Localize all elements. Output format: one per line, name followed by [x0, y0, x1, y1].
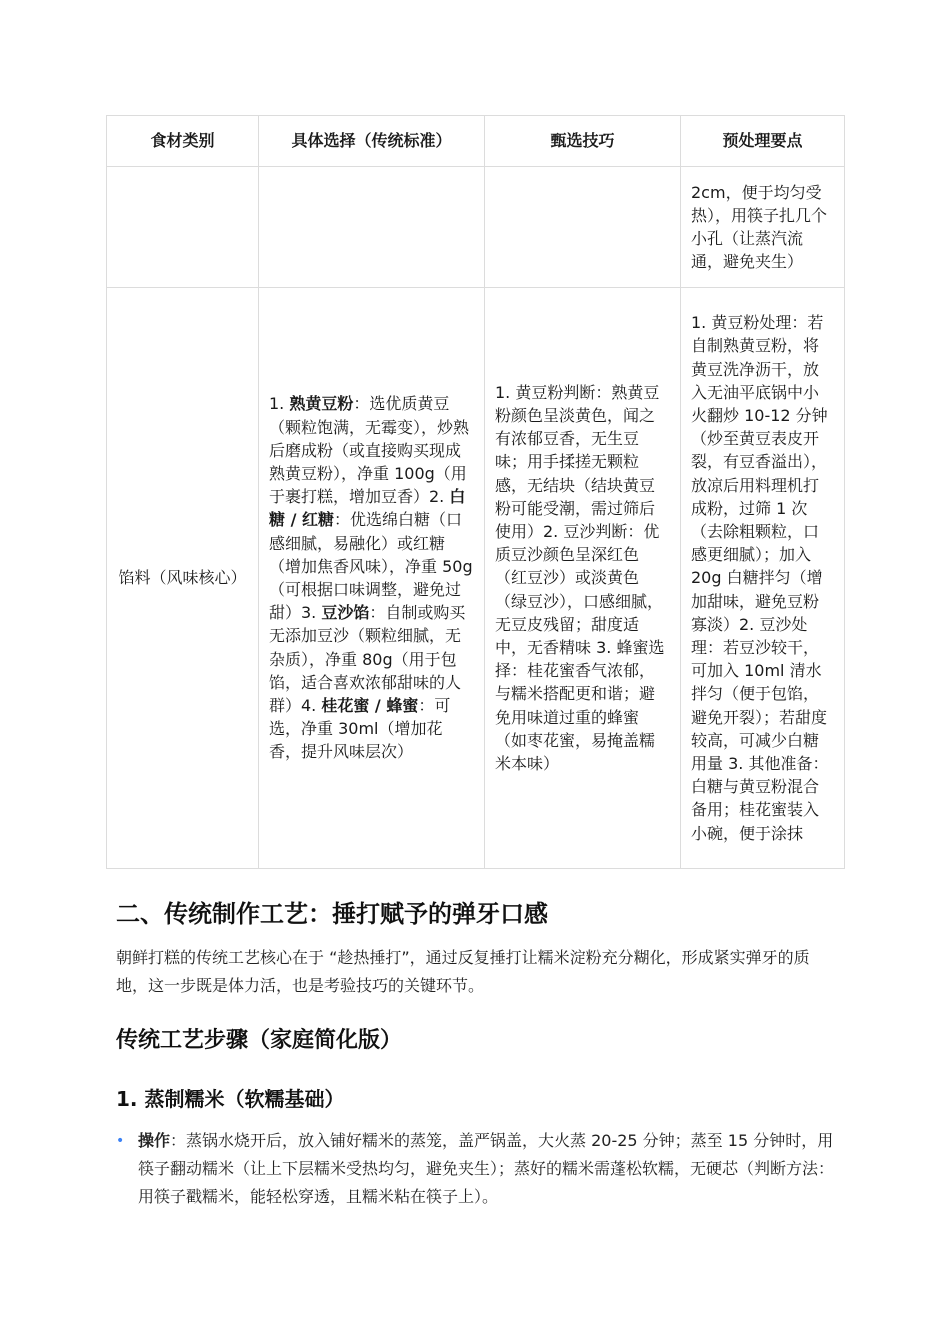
bullet-text: ：蒸锅水烧开后，放入铺好糯米的蒸笼，盖严锅盖，大火蒸 20-25 分钟；蒸至 15 分钟时，用筷子翻动糯米（让上下层糯米受热均匀，避免夹生）；蒸好的糯米需蓬松软糯，无硬芯（判断方法：用筷子戳糯米，能轻松穿透，且糯米粘在筷子上）。	[138, 1131, 835, 1206]
steps-heading: 传统工艺步骤（家庭简化版）	[116, 1028, 403, 1053]
selection-text-segment: ：自制或购买无添加豆沙（颗粒细腻，无杂质），净重 80g（用于包馅，适合喜欢浓郁甜味的人群）4.	[269, 603, 466, 716]
selection-bold-term: 熟黄豆粉	[289, 394, 354, 414]
table-header-cell: 甄选技巧	[485, 116, 681, 167]
table-header-cell: 食材类别	[107, 116, 259, 167]
selection-cell	[259, 288, 485, 869]
table-cell	[485, 167, 681, 288]
selection-bold-term: 桂花蜜 / 蜂蜜	[321, 696, 419, 716]
selection-text-segment: ：选优质黄豆（颗粒饱满，无霉变），炒熟后磨成粉（或直接购买现成熟黄豆粉），净重 100g（用于裹打糕，增加豆香）2.	[269, 394, 470, 507]
table-row	[107, 288, 845, 869]
selection-text-segment: 1.	[269, 394, 290, 414]
table-row	[107, 167, 845, 288]
selection-text-segment: ：优选绵白糖（口感细腻，易融化）或红糖（增加焦香风味），净重 50g（可根据口味调整，避免过甜）3.	[269, 510, 473, 623]
selection-text	[269, 392, 474, 763]
list-item	[116, 1127, 836, 1211]
selection-text-segment: ：可选，净重 30ml（增加花香，提升风味层次）	[269, 696, 451, 762]
category-cell: 馅料（风味核心）	[107, 288, 259, 869]
step-bullet-list	[116, 1127, 836, 1211]
table-header-cell: 具体选择（传统标准）	[259, 116, 485, 167]
selection-bold-term: 白糖 / 红糖	[269, 487, 466, 530]
table-header-cell: 预处理要点	[681, 116, 845, 167]
bullet-label: 操作	[138, 1131, 171, 1150]
bullet-dot-icon: •	[116, 1133, 125, 1149]
table-cell	[259, 167, 485, 288]
tips-cell: 1. 黄豆粉判断：熟黄豆粉颜色呈淡黄色，闻之有浓郁豆香，无生豆味；用手揉搓无颗粒感，无结块（结块黄豆粉可能受潮，需过筛后使用）2. 豆沙判断：优质豆沙颜色呈深红色（红豆沙）或淡黄色（绿豆沙），口感细腻，无豆皮残留；甜度适中，无香精味 3. 蜂蜜选择：桂花蜜香气浓郁，与糯米搭配更和谐；避免用味道过重的蜂蜜（如枣花蜜，易掩盖糯米本味）	[485, 288, 681, 869]
table-cell	[107, 167, 259, 288]
selection-bold-term: 豆沙馅	[321, 603, 370, 623]
section-heading: 二、传统制作工艺：捶打赋予的弹牙口感	[116, 900, 548, 928]
section-intro-paragraph: 朝鲜打糕的传统工艺核心在于 “趁热捶打”，通过反复捶打让糯米淀粉充分糊化，形成紧实弹牙的质地，这一步既是体力活，也是考验技巧的关键环节。	[116, 948, 810, 995]
table-cell: 2cm，便于均匀受热），用筷子扎几个小孔（让蒸汽流通，避免夹生）	[681, 167, 845, 288]
ingredients-table	[106, 115, 845, 869]
table-header-row	[107, 116, 845, 167]
step-heading: 1. 蒸制糯米（软糯基础）	[116, 1087, 345, 1111]
prep-cell: 1. 黄豆粉处理：若自制熟黄豆粉，将黄豆洗净沥干，放入无油平底锅中小火翻炒 10-12 分钟（炒至黄豆表皮开裂，有豆香溢出），放凉后用料理机打成粉，过筛 1 次（去除粗颗粒，口感更细腻）；加入 20g 白糖拌匀（增加甜味，避免豆粉寡淡）2. 豆沙处理：若豆沙较干，可加入 10ml 清水拌匀（便于包馅，避免开裂）；若甜度较高，可减少白糖用量 3. 其他准备：白糖与黄豆粉混合备用；桂花蜜装入小碗，便于涂抹	[681, 288, 845, 869]
